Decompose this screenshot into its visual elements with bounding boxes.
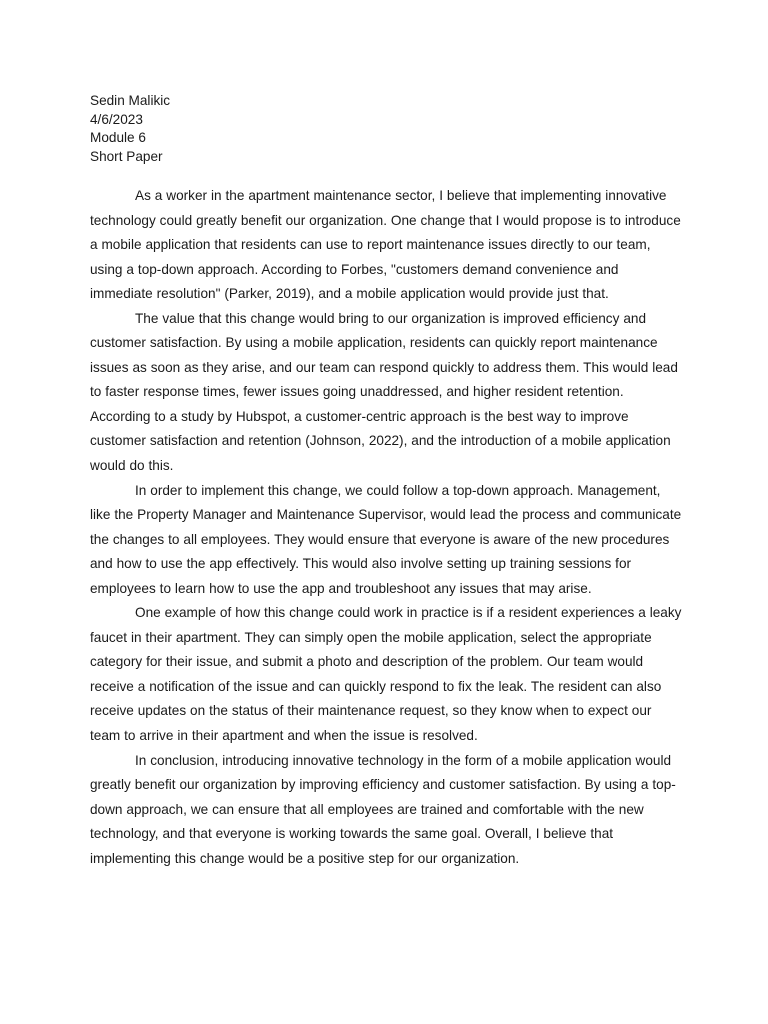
paragraph-value: The value that this change would bring to our organization is improved efficiency and customer satisfaction. By using a mobile application, residents can quickly report maintenance issues as soon as they arise, and our team can respond quickly to address them. This would lead to faster response times, fewer issues going unaddressed, and higher resident retention. According to a study by Hubspot, a customer-centric approach is the best way to improve customer satisfaction and retention (Johnson, 2022), and the introduction of a mobile application would do this.: [90, 310, 678, 474]
assignment-title: Short Paper: [90, 149, 163, 165]
document-date: 4/6/2023: [90, 111, 143, 127]
paragraph-implementation: In order to implement this change, we could follow a top-down approach. Management, like the Property Manager and Maintenance Supervisor, would lead the process and communicate the changes to all employees. They would ensure that everyone is aware of the new procedures and how to use the app effectively. This would also involve setting up training sessions for employees to learn how to use the app and troubleshoot any issues that may arise.: [90, 482, 682, 596]
paragraph-intro: As a worker in the apartment maintenance sector, I believe that implementing innovative technology could greatly benefit our organization. One change that I would propose is to introduce a mobile application that residents can use to report maintenance issues directly to our team, using a top-down approach. According to Forbes, "customers demand convenience and immediate resolution" (Parker, 2019), and a mobile application would provide just that.: [90, 188, 681, 302]
paragraph-conclusion: In conclusion, introducing innovative technology in the form of a mobile application would greatly benefit our organization by improving efficiency and customer satisfaction. By using a top-down approach, we can ensure that all employees are trained and comfortable with the new technology, and that everyone is working towards the same goal. Overall, I believe that implementing this change would be a positive step for our organization.: [90, 752, 676, 866]
document-body: [90, 184, 682, 871]
document-header: [90, 92, 170, 167]
module-label: Module 6: [90, 130, 146, 146]
author-name: Sedin Malikic: [90, 93, 171, 108]
paragraph-example: One example of how this change could work in practice is if a resident experiences a leaky faucet in their apartment. They can simply open the mobile application, select the appropriate category for their issue, and submit a photo and description of the problem. Our team would receive a notification of the issue and can quickly respond to fix the leak. The resident can also receive updates on the status of their maintenance request, so they know when to expect our team to arrive in their apartment and when the issue is resolved.: [90, 605, 682, 744]
